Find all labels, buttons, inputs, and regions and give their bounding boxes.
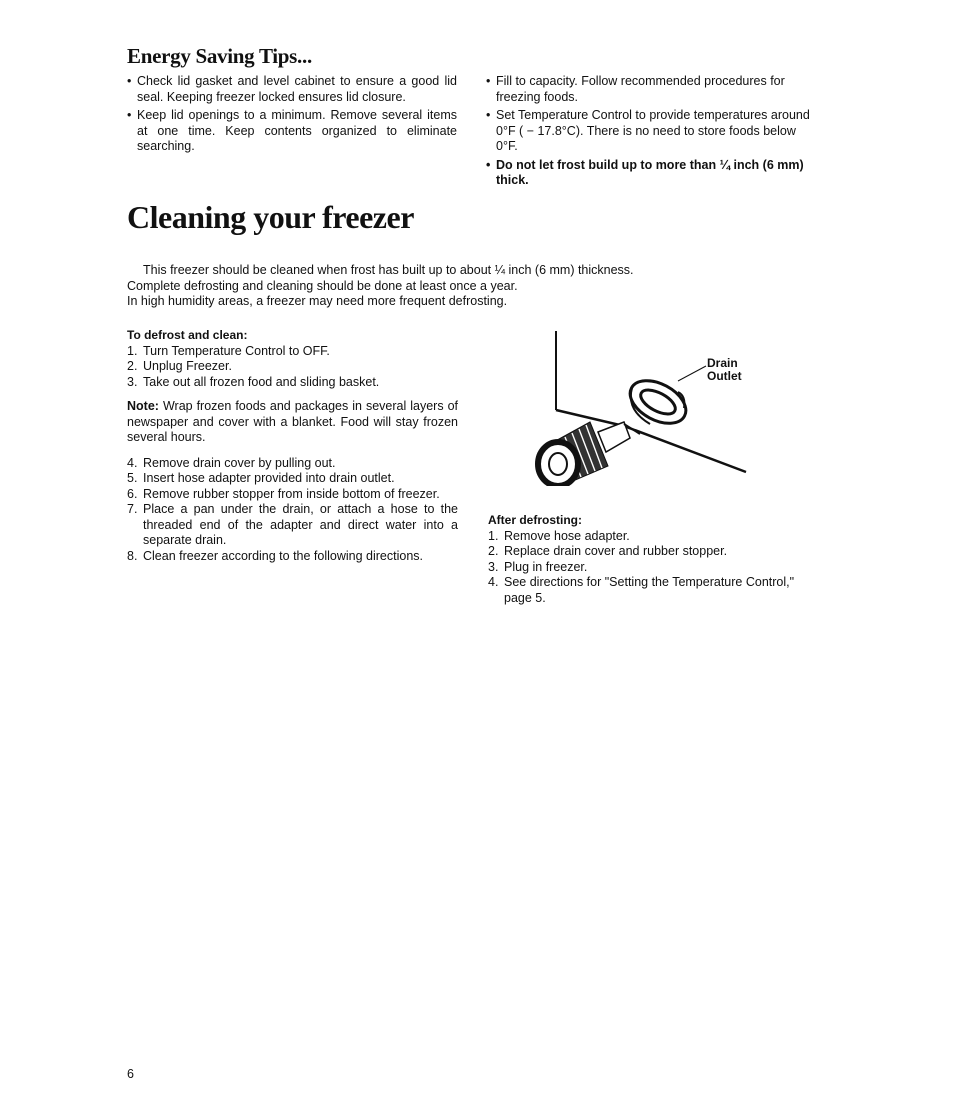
list-item: • Keep lid openings to a minimum. Remove several items at one time. Keep contents organized to eliminate searching. [127,108,457,155]
intro-line: This freezer should be cleaned when frost has built up to about ¼ inch (6 mm) thickness. [143,263,634,277]
list-item: 2. Unplug Freezer. [127,359,232,373]
list-item: 4. Remove drain cover by pulling out. [127,455,336,470]
list-item: 7. Place a pan under the drain, or attach a hose to the threaded end of the adapter and direct water into a separate drain. [127,502,458,547]
list-item: 3. Plug in freezer. [488,559,588,574]
list-item: • Set Temperature Control to provide temperatures around 0°F ( − 17.8°C). There is no need to store foods below 0°F. [486,108,818,155]
list-item: 8. Clean freezer according to the following directions. [127,548,424,563]
list-item: 5. Insert hose adapter provided into drain outlet. [127,471,395,485]
list-item: • Do not let frost build up to more than ¼ inch (6 mm) thick. [486,158,818,189]
after-defrosting-heading: After defrosting: [488,513,582,527]
intro-line: In high humidity areas, a freezer may need more frequent defrosting. [127,294,508,308]
list-item: 3. Take out all frozen food and sliding basket. [127,374,380,389]
cleaning-intro [127,263,827,310]
cleaning-heading: Cleaning your freezer [127,199,414,235]
label-line: Outlet [707,369,742,383]
note-text: Wrap frozen foods and packages in several layers of newspaper and cover with a blanket. Food will stay frozen several hours. [127,399,458,444]
note-label: Note: [127,399,159,413]
after-defrosting-section [488,513,818,606]
intro-line: Complete defrosting and cleaning should be done at least once a year. [127,278,518,293]
energy-tips-right-column [486,74,818,192]
note-paragraph [127,399,458,446]
page-number: 6 [127,1067,134,1081]
list-item: 1. Remove hose adapter. [488,528,630,543]
drain-outlet-illustration [528,326,758,486]
list-item: 4. See directions for "Setting the Temperature Control," page 5. [488,575,795,605]
drain-outlet-label [707,357,742,383]
list-item: 2. Replace drain cover and rubber stopper. [488,544,728,558]
list-item: 1. Turn Temperature Control to OFF. [127,343,330,358]
label-line: Drain [707,356,738,370]
energy-tips-left-column [127,74,457,158]
defrost-heading: To defrost and clean: [127,328,248,342]
list-item: • Fill to capacity. Follow recommended procedures for freezing foods. [486,74,818,105]
defrost-section [127,328,458,564]
list-item: 6. Remove rubber stopper from inside bottom of freezer. [127,486,440,501]
list-item: • Check lid gasket and level cabinet to ensure a good lid seal. Keeping freezer locked ensures lid closure. [127,74,457,105]
energy-tips-heading: Energy Saving Tips... [127,44,312,68]
